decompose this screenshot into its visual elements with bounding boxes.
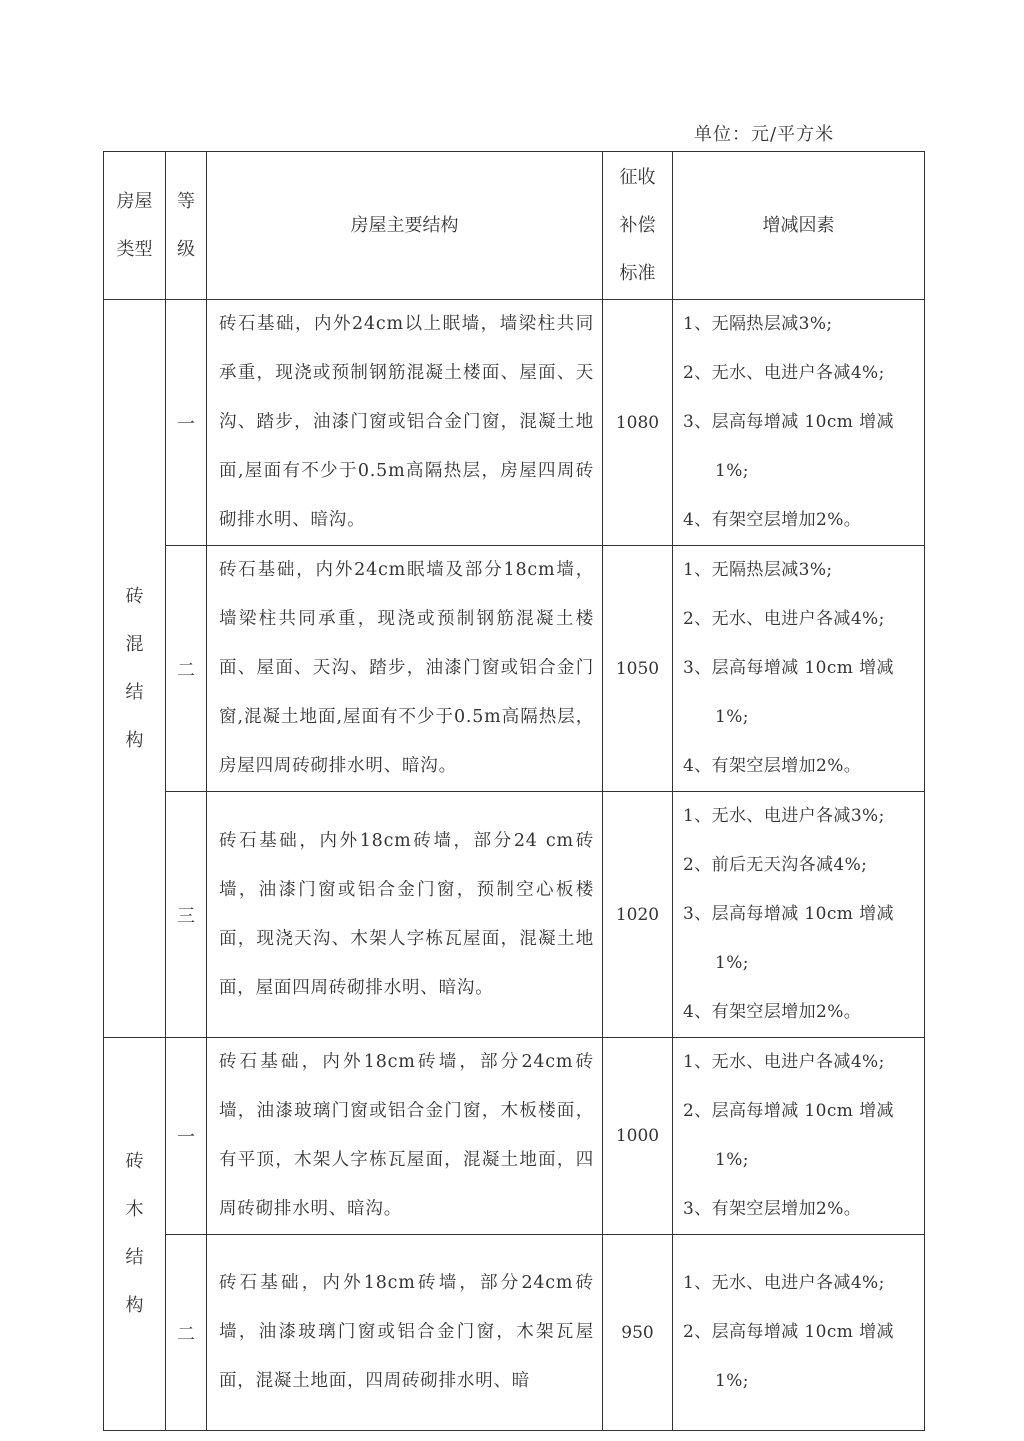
factor-item: 2、层高每增减 10cm 增减: [683, 1322, 894, 1342]
grade-cell: 一: [166, 1038, 207, 1235]
grade-cell: 二: [166, 1235, 207, 1431]
standard-cell: 1000: [603, 1038, 673, 1235]
factor-item: 1、无水、电进户各减3%;: [683, 806, 885, 826]
factor-item: 2、无水、电进户各减4%;: [683, 363, 885, 383]
table-row: [104, 300, 925, 546]
house-type-char: 混: [125, 633, 144, 655]
factor-item: 3、层高每增减 10cm 增减: [683, 658, 894, 678]
factor-item: 2、层高每增减 10cm 增减: [683, 1101, 894, 1121]
standard-cell: 1020: [603, 792, 673, 1038]
factor-item-continuation: 1%;: [715, 1150, 749, 1170]
factor-item-continuation: 1%;: [715, 707, 749, 727]
standard-cell: 1050: [603, 546, 673, 792]
structure-cell: 砖石基础，内外18cm砖墙，部分24 cm砖墙，油漆门窗或铝合金门窗，预制空心板楼面，现浇天沟、木架人字栋瓦屋面，混凝土地面，屋面四周砖砌排水明、暗沟。: [207, 792, 603, 1038]
table-row: [104, 1038, 925, 1235]
structure-cell: 砖石基础，内外18cm砖墙，部分24cm砖墙，油漆玻璃门窗或铝合金门窗，木板楼面，有平顶，木架人字栋瓦屋面，混凝土地面，四周砖砌排水明、暗沟。: [207, 1038, 603, 1235]
table-body: [104, 300, 925, 1431]
grade-cell: 三: [166, 792, 207, 1038]
header-house-type: 房屋 类型: [104, 152, 166, 300]
house-type-cell: [104, 300, 166, 1038]
table-row: [104, 1235, 925, 1431]
factor-item: 4、有架空层增加2%。: [683, 1002, 862, 1022]
factors-cell: [673, 546, 925, 792]
compensation-standard-table: [103, 151, 925, 1431]
header-standard: 征收 补偿 标准: [603, 152, 673, 300]
house-type-char: 结: [125, 681, 144, 703]
factors-cell: [673, 1038, 925, 1235]
factor-item: 3、层高每增减 10cm 增减: [683, 904, 894, 924]
header-structure: 房屋主要结构: [207, 152, 603, 300]
house-type-char: 构: [125, 1295, 144, 1316]
header-factors: 增减因素: [673, 152, 925, 300]
factors-cell: [673, 792, 925, 1038]
table-row: [104, 546, 925, 792]
factor-item: 4、有架空层增加2%。: [683, 510, 862, 530]
standard-cell: 950: [603, 1235, 673, 1431]
factor-item: 4、有架空层增加2%。: [683, 756, 862, 776]
grade-cell: 二: [166, 546, 207, 792]
factors-cell: [673, 300, 925, 546]
structure-cell: 砖石基础，内外24cm眠墙及部分18cm墙，墙梁柱共同承重，现浇或预制钢筋混凝土楼面、屋面、天沟、踏步，油漆门窗或铝合金门窗,混凝土地面,屋面有不少于0.5m高隔热层，房屋四周砖砌排水明、暗沟。: [207, 546, 603, 792]
factor-item: 3、有架空层增加2%。: [683, 1199, 862, 1219]
factor-item: 1、无隔热层减3%;: [683, 560, 833, 580]
grade-cell: 一: [166, 300, 207, 546]
factor-item: 3、层高每增减 10cm 增减: [683, 412, 894, 432]
factor-item-continuation: 1%;: [715, 461, 749, 481]
table-header-row: [104, 152, 925, 300]
table-row: [104, 792, 925, 1038]
header-grade: 等 级: [166, 152, 207, 300]
factor-item: 2、前后无天沟各减4%;: [683, 855, 868, 875]
house-type-char: 构: [125, 729, 144, 751]
unit-label: 单位：元/平方米: [694, 124, 835, 145]
house-type-char: 砖: [125, 1151, 144, 1172]
factor-item-continuation: 1%;: [715, 1371, 749, 1391]
structure-cell: 砖石基础，内外18cm砖墙，部分24cm砖墙，油漆玻璃门窗或铝合金门窗，木架瓦屋面，混凝土地面，四周砖砌排水明、暗: [207, 1235, 603, 1431]
factor-item-continuation: 1%;: [715, 953, 749, 973]
house-type-char: 砖: [125, 585, 144, 607]
factor-item: 1、无水、电进户各减4%;: [683, 1273, 885, 1293]
house-type-char: 结: [125, 1247, 144, 1268]
house-type-char: 木: [125, 1199, 144, 1220]
house-type-cell: [104, 1038, 166, 1431]
factor-item: 1、无隔热层减3%;: [683, 314, 833, 334]
standard-cell: 1080: [603, 300, 673, 546]
structure-cell: 砖石基础，内外24cm以上眠墙，墙梁柱共同承重，现浇或预制钢筋混凝土楼面、屋面、天沟、踏步，油漆门窗或铝合金门窗，混凝土地面,屋面有不少于0.5m高隔热层，房屋四周砖砌排水明、暗沟。: [207, 300, 603, 546]
factor-item: 2、无水、电进户各减4%;: [683, 609, 885, 629]
factor-item: 1、无水、电进户各减4%;: [683, 1052, 885, 1072]
factors-cell: [673, 1235, 925, 1431]
